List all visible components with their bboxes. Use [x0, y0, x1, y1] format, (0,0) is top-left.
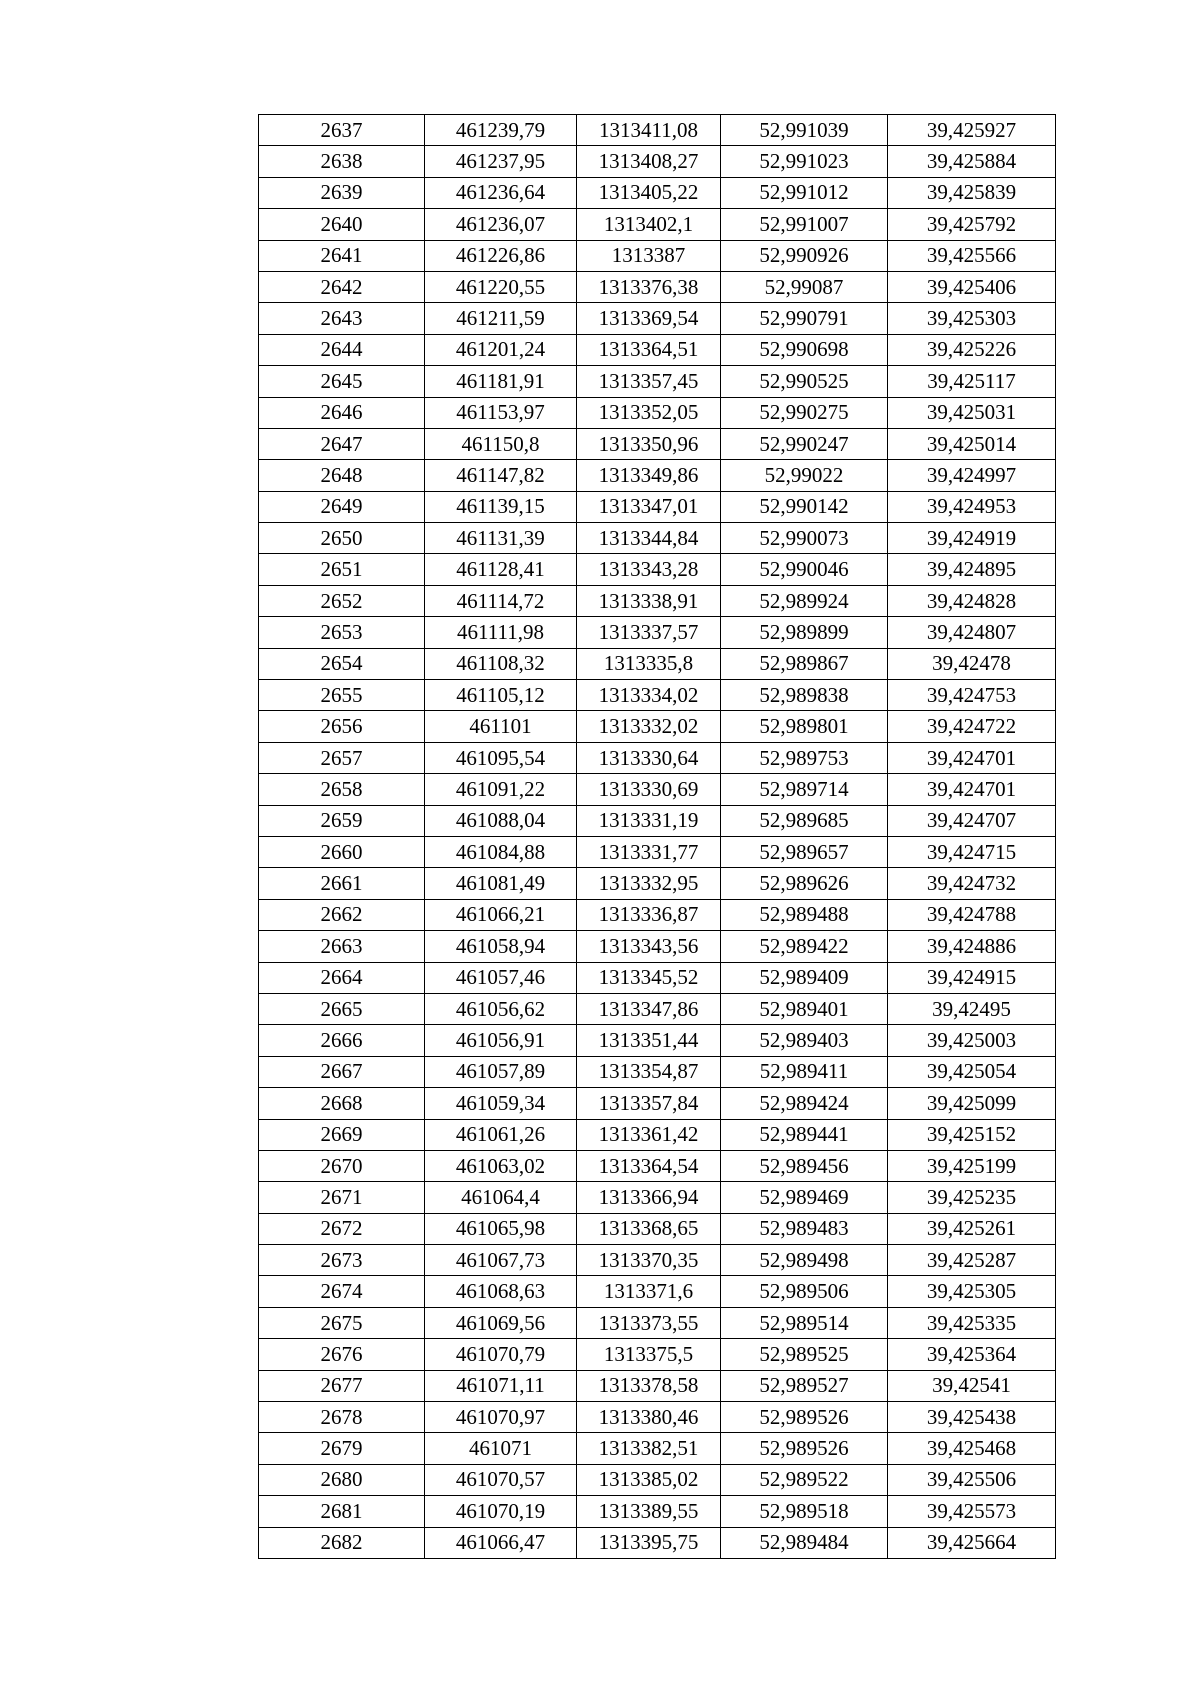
latitude-cell: 52,989484	[721, 1527, 888, 1558]
point-number-cell: 2657	[259, 742, 425, 773]
latitude-cell: 52,989527	[721, 1370, 888, 1401]
table-row	[259, 1150, 1056, 1181]
point-number-cell: 2663	[259, 931, 425, 962]
y-coordinate-cell: 1313330,69	[577, 774, 721, 805]
point-number-cell: 2656	[259, 711, 425, 742]
y-coordinate-cell: 1313375,5	[577, 1339, 721, 1370]
y-coordinate-cell: 1313331,19	[577, 805, 721, 836]
x-coordinate-cell: 461220,55	[425, 271, 577, 302]
x-coordinate-cell: 461064,4	[425, 1182, 577, 1213]
x-coordinate-cell: 461056,62	[425, 993, 577, 1024]
longitude-cell: 39,424895	[888, 554, 1056, 585]
point-number-cell: 2651	[259, 554, 425, 585]
longitude-cell: 39,42541	[888, 1370, 1056, 1401]
latitude-cell: 52,989411	[721, 1056, 888, 1087]
longitude-cell: 39,425303	[888, 303, 1056, 334]
y-coordinate-cell: 1313368,65	[577, 1213, 721, 1244]
point-number-cell: 2642	[259, 271, 425, 302]
point-number-cell: 2654	[259, 648, 425, 679]
latitude-cell: 52,989498	[721, 1245, 888, 1276]
point-number-cell: 2666	[259, 1025, 425, 1056]
table-row	[259, 1056, 1056, 1087]
point-number-cell: 2646	[259, 397, 425, 428]
longitude-cell: 39,424753	[888, 680, 1056, 711]
y-coordinate-cell: 1313361,42	[577, 1119, 721, 1150]
point-number-cell: 2653	[259, 617, 425, 648]
x-coordinate-cell: 461201,24	[425, 334, 577, 365]
x-coordinate-cell: 461105,12	[425, 680, 577, 711]
y-coordinate-cell: 1313343,56	[577, 931, 721, 962]
y-coordinate-cell: 1313395,75	[577, 1527, 721, 1558]
table-row	[259, 523, 1056, 554]
y-coordinate-cell: 1313352,05	[577, 397, 721, 428]
latitude-cell: 52,989514	[721, 1307, 888, 1338]
longitude-cell: 39,42478	[888, 648, 1056, 679]
latitude-cell: 52,990073	[721, 523, 888, 554]
table-row	[259, 617, 1056, 648]
x-coordinate-cell: 461059,34	[425, 1088, 577, 1119]
longitude-cell: 39,425884	[888, 146, 1056, 177]
x-coordinate-cell: 461063,02	[425, 1150, 577, 1181]
table-row	[259, 774, 1056, 805]
y-coordinate-cell: 1313338,91	[577, 585, 721, 616]
x-coordinate-cell: 461128,41	[425, 554, 577, 585]
x-coordinate-cell: 461108,32	[425, 648, 577, 679]
x-coordinate-cell: 461226,86	[425, 240, 577, 271]
latitude-cell: 52,990791	[721, 303, 888, 334]
table-row	[259, 993, 1056, 1024]
longitude-cell: 39,425226	[888, 334, 1056, 365]
x-coordinate-cell: 461236,64	[425, 177, 577, 208]
point-number-cell: 2670	[259, 1150, 425, 1181]
x-coordinate-cell: 461088,04	[425, 805, 577, 836]
table-row	[259, 1245, 1056, 1276]
longitude-cell: 39,425839	[888, 177, 1056, 208]
latitude-cell: 52,990275	[721, 397, 888, 428]
longitude-cell: 39,424732	[888, 868, 1056, 899]
y-coordinate-cell: 1313334,02	[577, 680, 721, 711]
x-coordinate-cell: 461065,98	[425, 1213, 577, 1244]
table-row	[259, 1370, 1056, 1401]
point-number-cell: 2647	[259, 428, 425, 459]
longitude-cell: 39,425199	[888, 1150, 1056, 1181]
point-number-cell: 2655	[259, 680, 425, 711]
table-row	[259, 1433, 1056, 1464]
point-number-cell: 2681	[259, 1496, 425, 1527]
point-number-cell: 2665	[259, 993, 425, 1024]
table-row	[259, 1276, 1056, 1307]
longitude-cell: 39,425003	[888, 1025, 1056, 1056]
point-number-cell: 2664	[259, 962, 425, 993]
x-coordinate-cell: 461239,79	[425, 115, 577, 146]
latitude-cell: 52,991023	[721, 146, 888, 177]
y-coordinate-cell: 1313385,02	[577, 1464, 721, 1495]
point-number-cell: 2643	[259, 303, 425, 334]
y-coordinate-cell: 1313336,87	[577, 899, 721, 930]
longitude-cell: 39,425031	[888, 397, 1056, 428]
table-row	[259, 397, 1056, 428]
latitude-cell: 52,989456	[721, 1150, 888, 1181]
longitude-cell: 39,424707	[888, 805, 1056, 836]
longitude-cell: 39,425261	[888, 1213, 1056, 1244]
point-number-cell: 2638	[259, 146, 425, 177]
latitude-cell: 52,989469	[721, 1182, 888, 1213]
y-coordinate-cell: 1313347,86	[577, 993, 721, 1024]
x-coordinate-cell: 461066,21	[425, 899, 577, 930]
longitude-cell: 39,424701	[888, 742, 1056, 773]
x-coordinate-cell: 461070,79	[425, 1339, 577, 1370]
longitude-cell: 39,425364	[888, 1339, 1056, 1370]
longitude-cell: 39,424701	[888, 774, 1056, 805]
table-row	[259, 240, 1056, 271]
latitude-cell: 52,99022	[721, 460, 888, 491]
longitude-cell: 39,425054	[888, 1056, 1056, 1087]
latitude-cell: 52,989424	[721, 1088, 888, 1119]
point-number-cell: 2667	[259, 1056, 425, 1087]
longitude-cell: 39,425506	[888, 1464, 1056, 1495]
longitude-cell: 39,425927	[888, 115, 1056, 146]
x-coordinate-cell: 461066,47	[425, 1527, 577, 1558]
longitude-cell: 39,424715	[888, 836, 1056, 867]
longitude-cell: 39,424807	[888, 617, 1056, 648]
point-number-cell: 2662	[259, 899, 425, 930]
x-coordinate-cell: 461071	[425, 1433, 577, 1464]
latitude-cell: 52,989526	[721, 1402, 888, 1433]
longitude-cell: 39,424919	[888, 523, 1056, 554]
latitude-cell: 52,989714	[721, 774, 888, 805]
x-coordinate-cell: 461211,59	[425, 303, 577, 334]
point-number-cell: 2649	[259, 491, 425, 522]
latitude-cell: 52,989685	[721, 805, 888, 836]
table-row	[259, 680, 1056, 711]
point-number-cell: 2639	[259, 177, 425, 208]
longitude-cell: 39,425014	[888, 428, 1056, 459]
longitude-cell: 39,425438	[888, 1402, 1056, 1433]
coordinates-table	[258, 114, 1056, 1559]
y-coordinate-cell: 1313376,38	[577, 271, 721, 302]
x-coordinate-cell: 461071,11	[425, 1370, 577, 1401]
latitude-cell: 52,990142	[721, 491, 888, 522]
point-number-cell: 2674	[259, 1276, 425, 1307]
table-row	[259, 177, 1056, 208]
x-coordinate-cell: 461081,49	[425, 868, 577, 899]
y-coordinate-cell: 1313332,02	[577, 711, 721, 742]
latitude-cell: 52,989801	[721, 711, 888, 742]
table-row	[259, 931, 1056, 962]
x-coordinate-cell: 461070,57	[425, 1464, 577, 1495]
latitude-cell: 52,989409	[721, 962, 888, 993]
x-coordinate-cell: 461095,54	[425, 742, 577, 773]
y-coordinate-cell: 1313364,54	[577, 1150, 721, 1181]
y-coordinate-cell: 1313402,1	[577, 209, 721, 240]
y-coordinate-cell: 1313364,51	[577, 334, 721, 365]
longitude-cell: 39,424915	[888, 962, 1056, 993]
latitude-cell: 52,989626	[721, 868, 888, 899]
point-number-cell: 2637	[259, 115, 425, 146]
x-coordinate-cell: 461058,94	[425, 931, 577, 962]
longitude-cell: 39,424886	[888, 931, 1056, 962]
table-row	[259, 1307, 1056, 1338]
table-row	[259, 648, 1056, 679]
y-coordinate-cell: 1313349,86	[577, 460, 721, 491]
latitude-cell: 52,989441	[721, 1119, 888, 1150]
table-row	[259, 146, 1056, 177]
point-number-cell: 2661	[259, 868, 425, 899]
latitude-cell: 52,991012	[721, 177, 888, 208]
longitude-cell: 39,425099	[888, 1088, 1056, 1119]
y-coordinate-cell: 1313371,6	[577, 1276, 721, 1307]
x-coordinate-cell: 461101	[425, 711, 577, 742]
y-coordinate-cell: 1313373,55	[577, 1307, 721, 1338]
point-number-cell: 2682	[259, 1527, 425, 1558]
table-row	[259, 491, 1056, 522]
x-coordinate-cell: 461153,97	[425, 397, 577, 428]
x-coordinate-cell: 461114,72	[425, 585, 577, 616]
x-coordinate-cell: 461057,46	[425, 962, 577, 993]
point-number-cell: 2645	[259, 366, 425, 397]
x-coordinate-cell: 461237,95	[425, 146, 577, 177]
y-coordinate-cell: 1313350,96	[577, 428, 721, 459]
y-coordinate-cell: 1313337,57	[577, 617, 721, 648]
x-coordinate-cell: 461069,56	[425, 1307, 577, 1338]
y-coordinate-cell: 1313405,22	[577, 177, 721, 208]
table-row	[259, 303, 1056, 334]
table-row	[259, 428, 1056, 459]
point-number-cell: 2672	[259, 1213, 425, 1244]
latitude-cell: 52,989518	[721, 1496, 888, 1527]
latitude-cell: 52,989488	[721, 899, 888, 930]
table-row	[259, 1119, 1056, 1150]
longitude-cell: 39,425335	[888, 1307, 1056, 1338]
point-number-cell: 2668	[259, 1088, 425, 1119]
latitude-cell: 52,989867	[721, 648, 888, 679]
latitude-cell: 52,989522	[721, 1464, 888, 1495]
table-row	[259, 209, 1056, 240]
longitude-cell: 39,424722	[888, 711, 1056, 742]
latitude-cell: 52,989899	[721, 617, 888, 648]
table-row	[259, 1339, 1056, 1370]
y-coordinate-cell: 1313351,44	[577, 1025, 721, 1056]
y-coordinate-cell: 1313354,87	[577, 1056, 721, 1087]
latitude-cell: 52,991039	[721, 115, 888, 146]
y-coordinate-cell: 1313331,77	[577, 836, 721, 867]
x-coordinate-cell: 461070,97	[425, 1402, 577, 1433]
longitude-cell: 39,425792	[888, 209, 1056, 240]
point-number-cell: 2658	[259, 774, 425, 805]
x-coordinate-cell: 461056,91	[425, 1025, 577, 1056]
document-page	[258, 114, 1055, 1559]
longitude-cell: 39,424997	[888, 460, 1056, 491]
x-coordinate-cell: 461068,63	[425, 1276, 577, 1307]
longitude-cell: 39,425406	[888, 271, 1056, 302]
y-coordinate-cell: 1313380,46	[577, 1402, 721, 1433]
table-row	[259, 334, 1056, 365]
latitude-cell: 52,989526	[721, 1433, 888, 1464]
y-coordinate-cell: 1313345,52	[577, 962, 721, 993]
longitude-cell: 39,425468	[888, 1433, 1056, 1464]
point-number-cell: 2680	[259, 1464, 425, 1495]
point-number-cell: 2640	[259, 209, 425, 240]
x-coordinate-cell: 461084,88	[425, 836, 577, 867]
point-number-cell: 2652	[259, 585, 425, 616]
x-coordinate-cell: 461236,07	[425, 209, 577, 240]
table-row	[259, 868, 1056, 899]
latitude-cell: 52,989483	[721, 1213, 888, 1244]
table-row	[259, 460, 1056, 491]
latitude-cell: 52,989753	[721, 742, 888, 773]
point-number-cell: 2644	[259, 334, 425, 365]
longitude-cell: 39,425287	[888, 1245, 1056, 1276]
y-coordinate-cell: 1313369,54	[577, 303, 721, 334]
latitude-cell: 52,989924	[721, 585, 888, 616]
latitude-cell: 52,991007	[721, 209, 888, 240]
y-coordinate-cell: 1313382,51	[577, 1433, 721, 1464]
x-coordinate-cell: 461070,19	[425, 1496, 577, 1527]
y-coordinate-cell: 1313330,64	[577, 742, 721, 773]
table-row	[259, 1464, 1056, 1495]
table-row	[259, 1025, 1056, 1056]
table-row	[259, 742, 1056, 773]
x-coordinate-cell: 461150,8	[425, 428, 577, 459]
table-row	[259, 1088, 1056, 1119]
table-row	[259, 836, 1056, 867]
longitude-cell: 39,425305	[888, 1276, 1056, 1307]
point-number-cell: 2679	[259, 1433, 425, 1464]
longitude-cell: 39,424953	[888, 491, 1056, 522]
table-row	[259, 271, 1056, 302]
latitude-cell: 52,989403	[721, 1025, 888, 1056]
longitude-cell: 39,425573	[888, 1496, 1056, 1527]
table-row	[259, 1496, 1056, 1527]
point-number-cell: 2676	[259, 1339, 425, 1370]
y-coordinate-cell: 1313357,45	[577, 366, 721, 397]
point-number-cell: 2677	[259, 1370, 425, 1401]
coordinates-table-body	[259, 115, 1056, 1559]
point-number-cell: 2648	[259, 460, 425, 491]
latitude-cell: 52,989401	[721, 993, 888, 1024]
x-coordinate-cell: 461091,22	[425, 774, 577, 805]
y-coordinate-cell: 1313408,27	[577, 146, 721, 177]
y-coordinate-cell: 1313335,8	[577, 648, 721, 679]
latitude-cell: 52,989506	[721, 1276, 888, 1307]
latitude-cell: 52,99087	[721, 271, 888, 302]
y-coordinate-cell: 1313332,95	[577, 868, 721, 899]
x-coordinate-cell: 461111,98	[425, 617, 577, 648]
table-row	[259, 366, 1056, 397]
latitude-cell: 52,989422	[721, 931, 888, 962]
table-row	[259, 711, 1056, 742]
point-number-cell: 2675	[259, 1307, 425, 1338]
longitude-cell: 39,425566	[888, 240, 1056, 271]
point-number-cell: 2673	[259, 1245, 425, 1276]
longitude-cell: 39,425664	[888, 1527, 1056, 1558]
table-row	[259, 585, 1056, 616]
latitude-cell: 52,990046	[721, 554, 888, 585]
table-row	[259, 1182, 1056, 1213]
x-coordinate-cell: 461067,73	[425, 1245, 577, 1276]
table-row	[259, 1527, 1056, 1558]
y-coordinate-cell: 1313378,58	[577, 1370, 721, 1401]
y-coordinate-cell: 1313343,28	[577, 554, 721, 585]
y-coordinate-cell: 1313357,84	[577, 1088, 721, 1119]
y-coordinate-cell: 1313387	[577, 240, 721, 271]
y-coordinate-cell: 1313366,94	[577, 1182, 721, 1213]
x-coordinate-cell: 461147,82	[425, 460, 577, 491]
point-number-cell: 2678	[259, 1402, 425, 1433]
table-row	[259, 554, 1056, 585]
y-coordinate-cell: 1313370,35	[577, 1245, 721, 1276]
latitude-cell: 52,990698	[721, 334, 888, 365]
y-coordinate-cell: 1313347,01	[577, 491, 721, 522]
point-number-cell: 2650	[259, 523, 425, 554]
x-coordinate-cell: 461139,15	[425, 491, 577, 522]
latitude-cell: 52,990247	[721, 428, 888, 459]
longitude-cell: 39,425235	[888, 1182, 1056, 1213]
longitude-cell: 39,424788	[888, 899, 1056, 930]
point-number-cell: 2659	[259, 805, 425, 836]
latitude-cell: 52,989657	[721, 836, 888, 867]
table-row	[259, 899, 1056, 930]
table-row	[259, 1402, 1056, 1433]
latitude-cell: 52,989838	[721, 680, 888, 711]
point-number-cell: 2641	[259, 240, 425, 271]
longitude-cell: 39,42495	[888, 993, 1056, 1024]
y-coordinate-cell: 1313389,55	[577, 1496, 721, 1527]
y-coordinate-cell: 1313411,08	[577, 115, 721, 146]
point-number-cell: 2669	[259, 1119, 425, 1150]
point-number-cell: 2671	[259, 1182, 425, 1213]
x-coordinate-cell: 461057,89	[425, 1056, 577, 1087]
longitude-cell: 39,425117	[888, 366, 1056, 397]
x-coordinate-cell: 461131,39	[425, 523, 577, 554]
longitude-cell: 39,425152	[888, 1119, 1056, 1150]
latitude-cell: 52,990525	[721, 366, 888, 397]
longitude-cell: 39,424828	[888, 585, 1056, 616]
y-coordinate-cell: 1313344,84	[577, 523, 721, 554]
table-row	[259, 805, 1056, 836]
point-number-cell: 2660	[259, 836, 425, 867]
table-row	[259, 1213, 1056, 1244]
x-coordinate-cell: 461061,26	[425, 1119, 577, 1150]
table-row	[259, 115, 1056, 146]
x-coordinate-cell: 461181,91	[425, 366, 577, 397]
table-row	[259, 962, 1056, 993]
latitude-cell: 52,989525	[721, 1339, 888, 1370]
latitude-cell: 52,990926	[721, 240, 888, 271]
